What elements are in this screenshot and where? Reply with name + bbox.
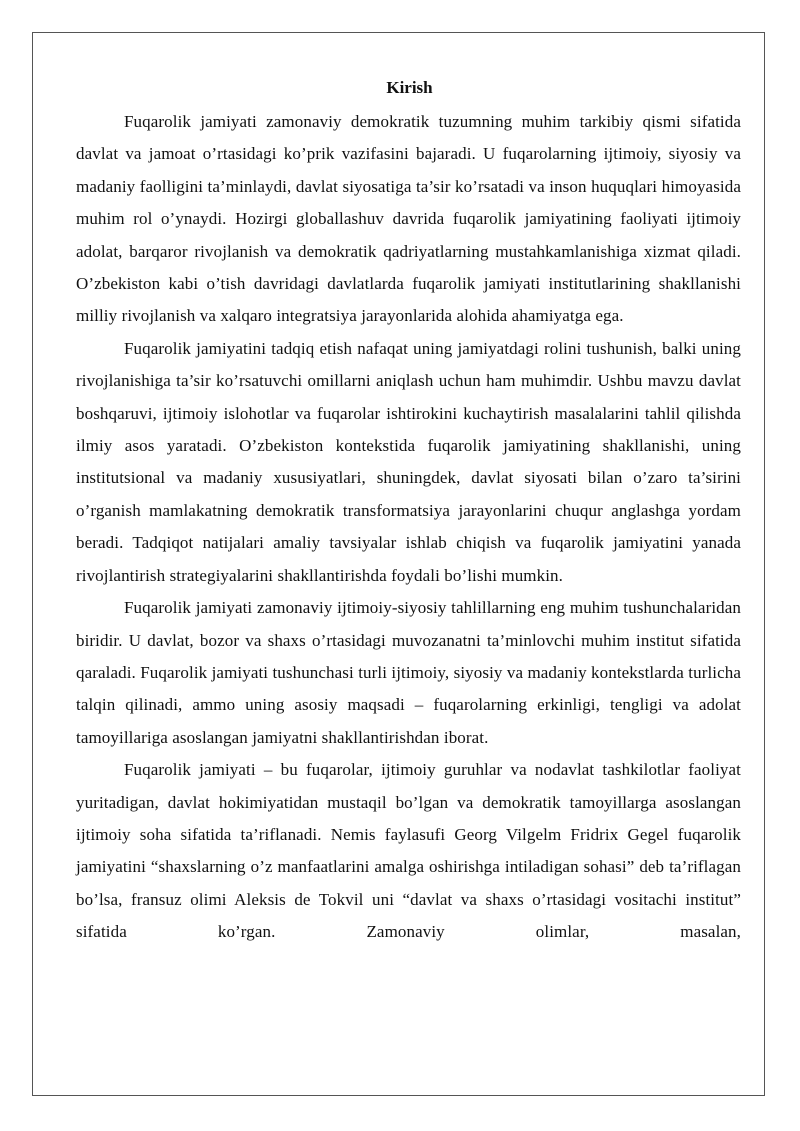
- paragraph-3: Fuqarolik jamiyati zamonaviy ijtimoiy-siyosiy tahlillarning eng muhim tushunchalaridan biridir. U davlat, bozor va shaxs o’rtasidagi muvozanatni ta’minlovchi muhim institut sifatida qaraladi. Fuqarolik jamiyati tushunchasi turli ijtimoiy, siyosiy va madaniy kontekstlarda turlicha talqin qilinadi, ammo uning asosiy maqsadi – fuqarolarning erkinligi, tengligi va adolat tamoyillariga asoslangan jamiyatni shakllantirishdan iborat.: [76, 598, 741, 747]
- paragraph-4: Fuqarolik jamiyati – bu fuqarolar, ijtimoiy guruhlar va nodavlat tashkilotlar faoliyat yuritadigan, davlat hokimiyatidan mustaqil bo’lgan va demokratik tamoyillarga asoslangan ijtimoiy soha sifatida ta’riflanadi. Nemis faylasufi Georg Vilgelm Fridrix Gegel fuqarolik jamiyatini “shaxslarning o’z manfaatlarini amalga oshirishga intiladigan sohasi” deb ta’riflagan bo’lsa, fransuz olimi Aleksis de Tokvil uni “davlat va shaxs o’rtasidagi vositachi institut” sifatida ko’rgan. Zamonaviy olimlar, masalan,: [76, 760, 741, 942]
- document-title: Kirish: [386, 78, 433, 97]
- paragraph-1: Fuqarolik jamiyati zamonaviy demokratik tuzumning muhim tarkibiy qismi sifatida davlat va jamoat o’rtasidagi ko’prik vazifasini bajaradi. U fuqarolarning ijtimoiy, siyosiy va madaniy faolligini ta’minlaydi, davlat siyosatiga ta’sir ko’rsatadi va inson huquqlari himoyasida muhim rol o’ynaydi. Hozirgi globallashuv davrida fuqarolik jamiyatining faoliyati ijtimoiy adolat, barqaror rivojlanish va demokratik qadriyatlarning mustahkamlanishiga xizmat qiladi. O’zbekiston kabi o’tish davridagi davlatlarda fuqarolik jamiyati institutlarining shakllanishi milliy rivojlanish va xalqaro integratsiya jarayonlarida alohida ahamiyatga ega.: [76, 112, 741, 326]
- paragraph-2: Fuqarolik jamiyatini tadqiq etish nafaqat uning jamiyatdagi rolini tushunish, balki uning rivojlanishiga ta’sir ko’rsatuvchi omillarni aniqlash uchun ham muhimdir. Ushbu mavzu davlat boshqaruvi, ijtimoiy islohotlar va fuqarolar ishtirokini kuchaytirish masalalarini tahlil qilishda ilmiy asos yaratadi. O’zbekiston kontekstida fuqarolik jamiyatining shakllanishi, uning institutsional va madaniy xususiyatlari, shuningdek, davlat siyosati bilan o’zaro ta’sirini o’rganish mamlakatning demokratik transformatsiya jarayonlarini chuqur anglashga yordam beradi. Tadqiqot natijalari amaliy tavsiyalar ishlab chiqish va fuqarolik jamiyatini yanada rivojlantirish strategiyalarini shakllantirishda foydali bo’lishi mumkin.: [76, 338, 741, 585]
- document-body: [76, 76, 741, 949]
